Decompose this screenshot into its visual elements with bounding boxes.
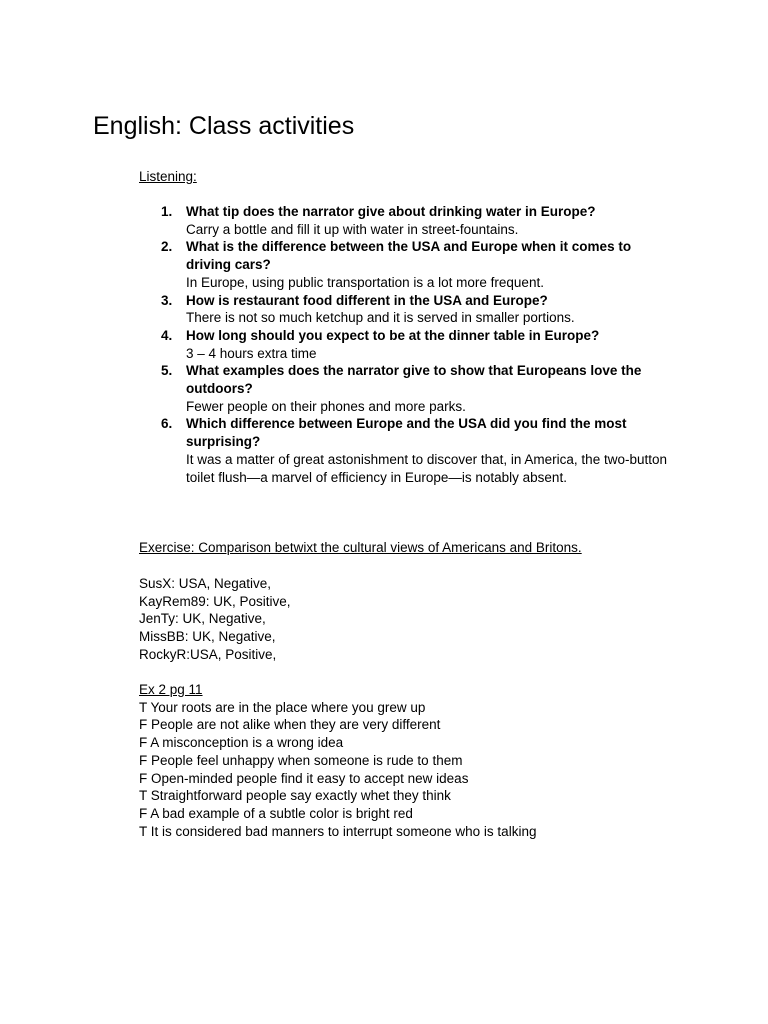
true-false-statement: F A bad example of a subtle color is bright red [139, 805, 413, 821]
ex2-section [139, 681, 536, 840]
question-text: Which difference between Europe and the USA did you find the most surprising? [186, 416, 627, 450]
listening-question-list [139, 203, 679, 486]
question-number: 1. [161, 204, 173, 219]
answer-text: In Europe, using public transportation is a lot more frequent. [186, 274, 544, 290]
question-text: How is restaurant food different in the USA and Europe? [186, 292, 548, 308]
opinion-line: JenTy: UK, Negative, [139, 611, 266, 627]
answer-text: Carry a bottle and fill it up with water in street-fountains. [186, 221, 519, 237]
answer-text: 3 – 4 hours extra time [186, 345, 317, 361]
opinion-line: MissBB: UK, Negative, [139, 629, 276, 645]
opinion-line: SusX: USA, Negative, [139, 576, 272, 591]
question-number: 6. [161, 416, 173, 432]
question-item-1 [139, 203, 679, 238]
question-number: 4. [161, 327, 173, 343]
true-false-statement: T Your roots are in the place where you grew up [139, 699, 426, 715]
listening-section [139, 168, 197, 186]
opinion-line: KayRem89: UK, Positive, [139, 593, 291, 609]
listening-heading: Listening: [139, 169, 197, 184]
true-false-statement: T It is considered bad manners to interrupt someone who is talking [139, 823, 537, 839]
question-text: What tip does the narrator give about drinking water in Europe? [186, 204, 596, 219]
true-false-statement: F People are not alike when they are very different [139, 717, 441, 733]
true-false-statement: F People feel unhappy when someone is rude to them [139, 752, 463, 768]
question-item-2 [139, 238, 679, 291]
exercise-section [139, 539, 582, 557]
answer-text: It was a matter of great astonishment to discover that, in America, the two-button toilet flush—a marvel of efficiency in Europe—is notably absent. [186, 451, 667, 485]
question-item-3 [139, 292, 679, 327]
page-title: English: Class activities [93, 112, 355, 140]
question-item-4 [139, 327, 679, 362]
true-false-statement: T Straightforward people say exactly whet they think [139, 788, 451, 804]
answer-text: There is not so much ketchup and it is served in smaller portions. [186, 310, 575, 326]
ex2-heading: Ex 2 pg 11 [139, 682, 203, 697]
question-number: 2. [161, 239, 173, 255]
question-text: What examples does the narrator give to show that Europeans love the outdoors? [186, 363, 642, 397]
answer-text: Fewer people on their phones and more parks. [186, 398, 466, 414]
question-item-6 [139, 415, 679, 486]
question-number: 3. [161, 292, 173, 308]
opinion-line: RockyR:USA, Positive, [139, 646, 277, 662]
question-number: 5. [161, 363, 173, 379]
exercise-heading: Exercise: Comparison betwixt the cultural views of Americans and Britons. [139, 540, 582, 555]
true-false-statement: F A misconception is a wrong idea [139, 735, 344, 751]
question-item-5 [139, 362, 679, 415]
question-text: What is the difference between the USA and Europe when it comes to driving cars? [186, 239, 632, 273]
question-text: How long should you expect to be at the dinner table in Europe? [186, 327, 600, 343]
true-false-statement: F Open-minded people find it easy to accept new ideas [139, 770, 469, 786]
opinion-list [139, 575, 291, 664]
